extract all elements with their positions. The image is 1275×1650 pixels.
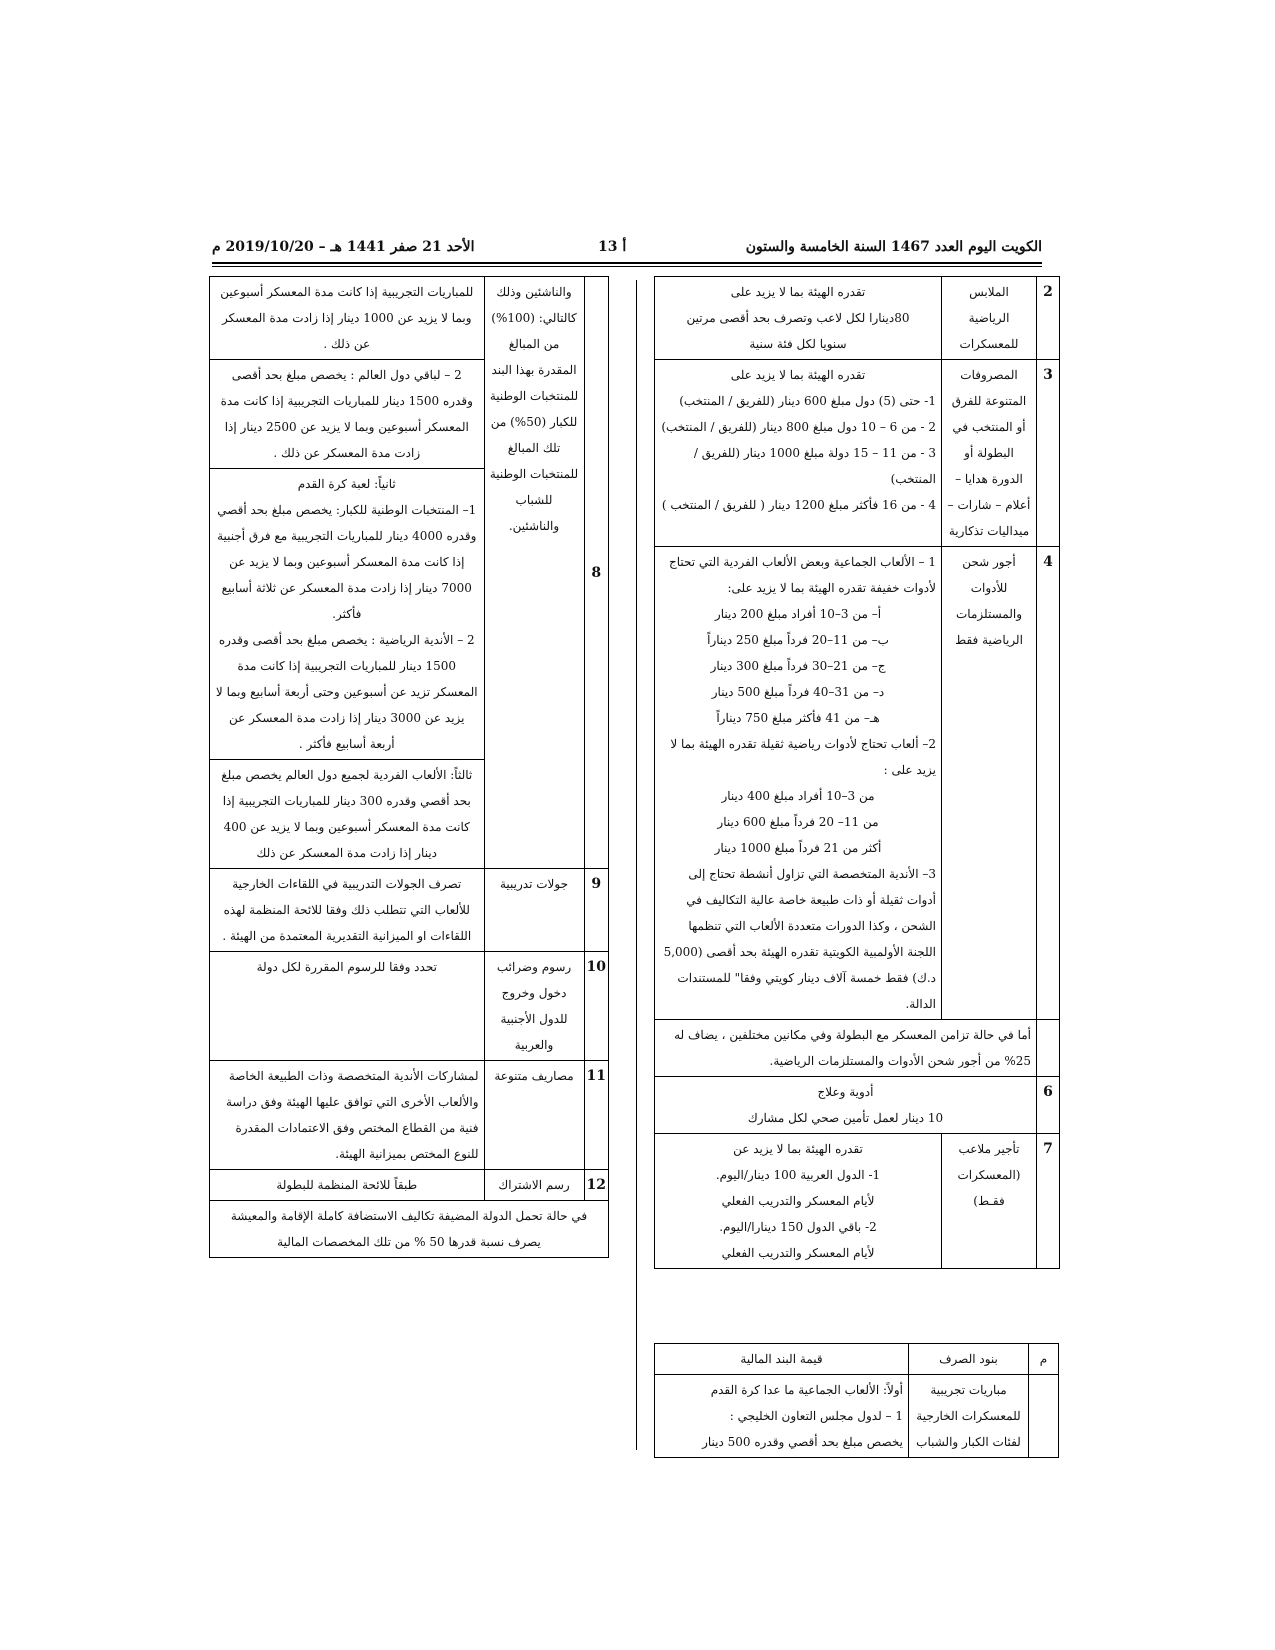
value-line: 1- الدول العربية 100 دينار/اليوم. xyxy=(715,1168,881,1182)
value-line: 3– الأندية المتخصصة التي تزاول أنشطة تحتاج إلى أدوات ثقيلة أو ذات طبيعة خاصة عالية التكاليف في الشحن ، وكذا الدورات متعددة الألعاب التي تنظمها اللجنة الأولمبية الكويتية تقدره الهيئة بحد أقصى (5,000 د.ك) فقط خمسة آلاف دينار كويتي وفقا" للمستندات الدالة. xyxy=(663,867,936,1011)
row-value: تحدد وفقا للرسوم المقررة لكل دولة xyxy=(210,952,485,1061)
value-line: لأيام المعسكر والتدريب الفعلي xyxy=(721,1194,875,1208)
value-line: 2- باقي الدول 150 دينارا/اليوم. xyxy=(719,1220,877,1234)
row-value: للمباريات التجريبية إذا كانت مدة المعسكر أسبوعين وبما لا يزيد عن 1000 دينار إذا زادت مدة المعسكر عن ذلك . xyxy=(210,277,485,360)
row-value xyxy=(655,1134,942,1269)
row-number: 11 xyxy=(584,1061,608,1170)
page-header xyxy=(212,235,1042,261)
table-row xyxy=(210,1170,609,1201)
table-row xyxy=(655,547,1060,1020)
header-rule xyxy=(212,262,1042,264)
row-number: 12 xyxy=(584,1170,608,1201)
value-line: سنويا لكل فئة سنية xyxy=(749,337,847,351)
row-value xyxy=(655,360,942,547)
table-row xyxy=(655,277,1060,360)
row-value xyxy=(655,1077,1037,1134)
value-line: 1- حتى (5) دول مبلغ 600 دينار (للفريق / المنتخب) xyxy=(679,394,936,408)
value-line: تقدره الهيئة بما لا يزيد على xyxy=(730,285,866,299)
row-value: تصرف الجولات التدريبية في اللقاءات الخارجية للألعاب التي تتطلب ذلك وفقا للائحة المنظمة لهذه اللقاءات او الميزانية التقديرية المعتمدة من الهيئة . xyxy=(210,869,485,952)
row-value: ثالثاً: الألعاب الفردية لجميع دول العالم يخصص مبلغ بحد أقصي وقدره 300 دينار للمباريات التجريبية إذا كانت مدة المعسكر أسبوعين وبما لا يزيد عن 400 دينار إذا زادت مدة المعسكر عن ذلك xyxy=(210,760,485,869)
table-row xyxy=(210,869,609,952)
value-line: أدوية وعلاج xyxy=(817,1085,874,1099)
row-value: 2 – لباقي دول العالم : يخصص مبلغ بحد أقصى وقدره 1500 دينار للمباريات التجريبية إذا كانت مدة المعسكر أسبوعين وبما لا يزيد عن 2500 دينار إذا زادت مدة المعسكر عن ذلك . xyxy=(210,360,485,469)
row-number: 2 xyxy=(1037,277,1060,360)
row-note: أما في حالة تزامن المعسكر مع البطولة وفي مكانين مختلفين ، يضاف له 25% من أجور شحن الأدوات والمستلزمات الرياضية. xyxy=(655,1020,1037,1077)
row-item: المصروفات المتنوعة للفرق أو المنتخب في البطولة أو الدورة هدايا – أعلام – شارات – ميداليات تذكارية xyxy=(942,360,1037,547)
footer-note: في حالة تحمل الدولة المضيفة تكاليف الاستضافة كاملة الإقامة والمعيشة يصرف نسبة قدرها 50 % من تلك المخصصات المالية xyxy=(210,1201,609,1258)
value-line: 10 دينار لعمل تأمين صحي لكل مشارك xyxy=(747,1111,944,1125)
row-number xyxy=(1029,1375,1059,1458)
row-item: الملابس الرياضية للمعسكرات xyxy=(942,277,1037,360)
value-line: 1 – لدول مجلس التعاون الخليجي : xyxy=(729,1409,903,1423)
row-value xyxy=(210,469,485,760)
table-header-row xyxy=(655,1344,1059,1375)
row-item: جولات تدريبية xyxy=(484,869,584,952)
value-line: 4 - من 16 فأكثر مبلغ 1200 دينار ( للفريق / المنتخب ) xyxy=(661,498,936,512)
table-row xyxy=(655,360,1060,547)
row-number xyxy=(1037,1020,1060,1077)
row-number: 8 xyxy=(584,277,608,869)
value-line: من 3–10 أفراد مبلغ 400 دينار xyxy=(721,789,875,803)
gazette-title: الكويت اليوم العدد 1467 السنة الخامسة والستون xyxy=(745,239,1042,255)
value-line: ثانياً: لعبة كرة القدم xyxy=(297,477,396,491)
row-value: لمشاركات الأندية المتخصصة وذات الطبيعة الخاصة والألعاب الأخرى التي توافق عليها الهيئة وفق دراسة فنية من القطاع المختص وفق الاعتمادات المقدرة للنوع المختص بميزانية الهيئة. xyxy=(210,1061,485,1170)
value-line: لأيام المعسكر والتدريب الفعلي xyxy=(721,1246,875,1260)
row-number: 7 xyxy=(1037,1134,1060,1269)
issue-date: الأحد 21 صفر 1441 هـ – 2019/10/20 م xyxy=(212,239,475,255)
page-number: أ 13 xyxy=(598,239,627,255)
header-rule-thin xyxy=(212,266,1042,267)
row-value: طبقاً للائحة المنظمة للبطولة xyxy=(210,1170,485,1201)
row-value xyxy=(655,547,942,1020)
table-row xyxy=(655,1134,1060,1269)
row-item: والناشئين وذلك كالتالي: (100%) من المبالغ المقدرة بهذا البند للمنتخبات الوطنية للكبار (50%) من تلك المبالغ للمنتخبات الوطنية للشباب والناشئين. xyxy=(484,277,584,869)
value-line: هـ– من 41 فأكثر مبلغ 750 ديناراً xyxy=(716,711,880,725)
column-header: م xyxy=(1029,1344,1059,1375)
value-line: 2 – الأندية الرياضية : يخصص مبلغ بحد أقصى وقدره 1500 دينار للمباريات التجريبية إذا كانت مدة المعسكر تزيد عن أسبوعين وحتى أربعة أسابيع وبما لا يزيد عن 3000 دينار إذا زادت مدة المعسكر عن أربعة أسابيع فأكثر . xyxy=(215,633,478,751)
table-row xyxy=(210,277,609,360)
table-row xyxy=(210,952,609,1061)
row-item: تأجير ملاعب (المعسكرات فقـط) xyxy=(942,1134,1037,1269)
value-line: د– من 31–40 فرداً مبلغ 500 دينار xyxy=(711,685,885,699)
value-line: 1– المنتخبات الوطنية للكبار: يخصص مبلغ بحد أقصي وقدره 4000 دينار للمباريات التجريبية مع فرق أجنبية إذا كانت مدة المعسكر أسبوعين وبما لا يزيد عن 7000 دينار إذا زادت مدة المعسكر عن ثلاثة أسابيع فأكثر. xyxy=(217,503,477,621)
row-value xyxy=(655,1375,909,1458)
value-line: أولاً: الألعاب الجماعية ما عدا كرة القدم xyxy=(710,1383,903,1397)
value-line: 3 - من 11 – 15 دولة مبلغ 1000 دينار (للفريق / المنتخب) xyxy=(693,446,936,486)
right-table xyxy=(654,276,1060,1269)
value-line: 1 – الألعاب الجماعية وبعض الألعاب الفردية التي تحتاج لأدوات خفيفة تقدره الهيئة بما لا يزيد على: xyxy=(669,555,936,595)
value-line: يخصص مبلغ بحد أقصي وقدره 500 دينار xyxy=(702,1435,903,1449)
value-line: ج– من 21–30 فرداً مبلغ 300 دينار xyxy=(710,659,886,673)
value-line: ب– من 11–20 فرداً مبلغ 250 ديناراً xyxy=(707,633,889,647)
value-line: أ– من 3–10 أفراد مبلغ 200 دينار xyxy=(714,607,882,621)
row-item: مصاريف متنوعة xyxy=(484,1061,584,1170)
value-line: تقدره الهيئة بما لا يزيد عن xyxy=(733,1142,863,1156)
column-header: بنود الصرف xyxy=(909,1344,1029,1375)
row-number: 4 xyxy=(1037,547,1060,1020)
value-line: 2 - من 6 – 10 دول مبلغ 800 دينار (للفريق / المنتخب) xyxy=(661,420,936,434)
value-line: 2– ألعاب تحتاج لأدوات رياضية ثقيلة تقدره الهيئة بما لا يزيد على : xyxy=(670,737,936,777)
row-number: 9 xyxy=(584,869,608,952)
row-number: 10 xyxy=(584,952,608,1061)
value-line: تقدره الهيئة بما لا يزيد على xyxy=(730,368,866,382)
column-header: قيمة البند المالية xyxy=(655,1344,909,1375)
row-value xyxy=(655,277,942,360)
row-number: 3 xyxy=(1037,360,1060,547)
column-separator xyxy=(636,280,637,1450)
value-line: من 11– 20 فرداً مبلغ 600 دينار xyxy=(717,815,879,829)
table-row xyxy=(210,1201,609,1258)
row-item: أجور شحن للأدوات والمستلزمات الرياضية فقط xyxy=(942,547,1037,1020)
value-line: أكثر من 21 فرداً مبلغ 1000 دينار xyxy=(714,841,882,855)
row-number: 6 xyxy=(1037,1077,1060,1134)
bottom-table xyxy=(654,1343,1059,1458)
row-item: مباريات تجريبية للمعسكرات الخارجية لفئات الكبار والشباب xyxy=(909,1375,1029,1458)
row-item: رسوم وضرائب دخول وخروج للدول الأجنبية والعربية xyxy=(484,952,584,1061)
left-table xyxy=(209,276,609,1258)
table-row xyxy=(655,1020,1060,1077)
table-row xyxy=(655,1375,1059,1458)
value-line: 80دينارا لكل لاعب وتصرف بحد أقصى مرتين xyxy=(686,311,910,325)
table-row xyxy=(210,1061,609,1170)
row-item: رسم الاشتراك xyxy=(484,1170,584,1201)
table-row xyxy=(655,1077,1060,1134)
